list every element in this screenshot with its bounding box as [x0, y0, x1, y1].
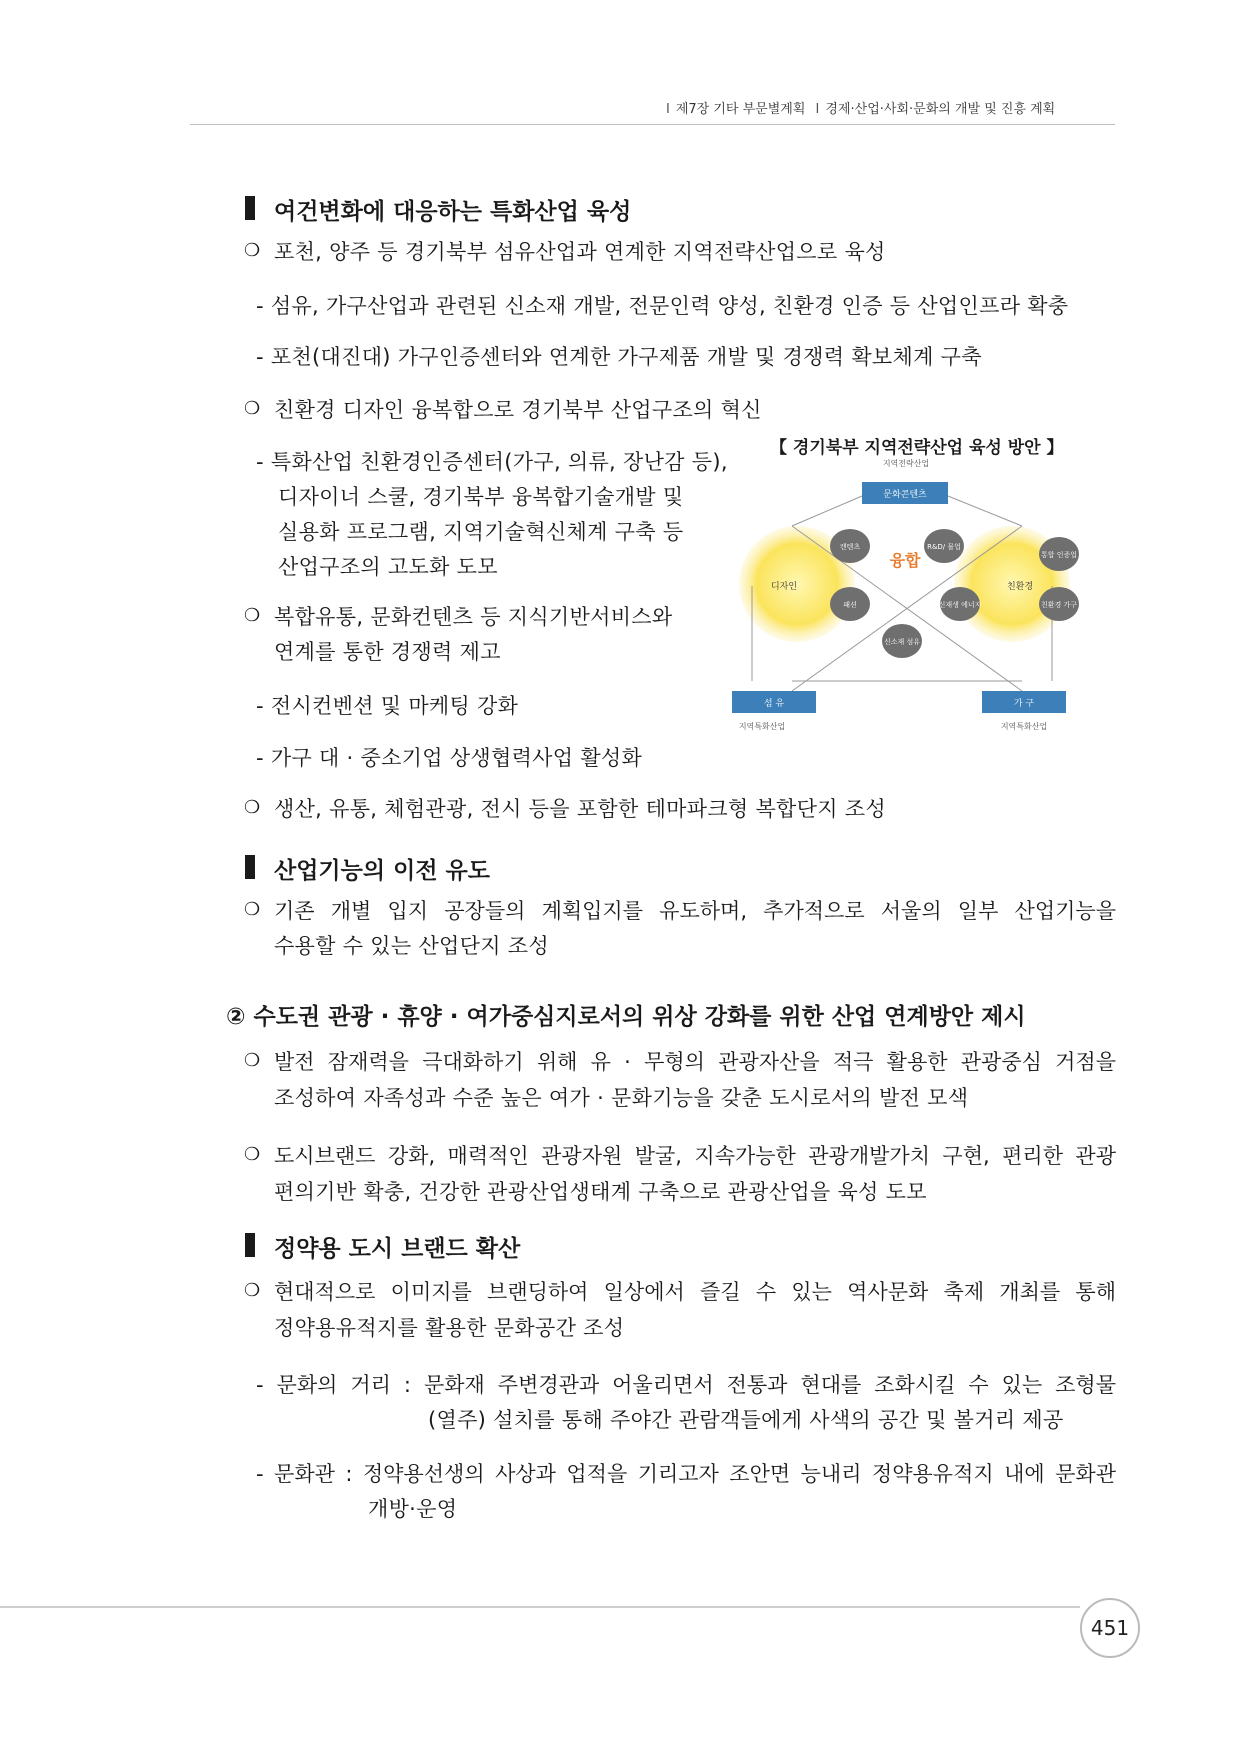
furniture-sub-label: 지역특화산업 — [1000, 722, 1048, 731]
section-marker — [245, 196, 255, 220]
node-label: R&D/ 물업 — [927, 543, 961, 551]
node-label: 패션 — [843, 601, 857, 609]
section-title: 산업기능의 이전 유도 — [274, 858, 490, 884]
diagram-caption: 【 경기북부 지역전략산업 육성 방안 】 — [770, 438, 1064, 458]
furniture-box-label: 가 구 — [1013, 699, 1035, 709]
header-rule — [190, 124, 1115, 125]
bullet-text: 현대적으로 이미지를 브랜딩하여 일상에서 즐길 수 있는 역사문화 축제 개최를 통해 — [274, 1280, 1116, 1304]
header-section: 경제·산업·사회·문화의 개발 및 진흥 계획 — [825, 102, 1056, 117]
bullet-text: 조성하여 자족성과 수준 높은 여가 · 문화기능을 갖춘 도시로서의 발전 모색 — [274, 1086, 969, 1110]
bullet-icon: ❍ — [244, 605, 261, 626]
bullet-icon: ❍ — [244, 1050, 261, 1071]
sub-bullet-text: 디자이너 스쿨, 경기북부 융복합기술개발 및 — [278, 485, 684, 509]
footer-rule — [0, 1606, 1080, 1608]
header-separator: Ⅰ — [815, 102, 820, 117]
bullet-text: 도시브랜드 강화, 매력적인 관광자원 발굴, 지속가능한 관광개발가치 구현, 편리한 관광 — [274, 1144, 1116, 1168]
sub-bullet-text: - 포천(대진대) 가구인증센터와 연계한 가구제품 개발 및 경쟁력 확보체계 구축 — [256, 345, 982, 369]
bullet-icon: ❍ — [244, 797, 261, 818]
design-label: 디자인 — [770, 582, 798, 592]
fiber-box-label: 섬 유 — [763, 699, 785, 709]
section-marker — [245, 1233, 255, 1257]
bullet-icon: ❍ — [244, 240, 261, 261]
bullet-icon: ❍ — [244, 1144, 261, 1165]
diagram-top-label: 지역전략산업 — [882, 459, 930, 468]
bullet-text: 정약용유적지를 활용한 문화공간 조성 — [274, 1316, 625, 1340]
sub-bullet-text: 실용화 프로그램, 지역기술혁신체계 구축 등 — [278, 520, 684, 544]
sub-bullet-text: (열주) 설치를 통해 주야간 관람객들에게 사색의 공간 및 볼거리 제공 — [428, 1408, 1064, 1432]
sub-bullet-text: - 섬유, 가구산업과 관련된 신소재 개발, 전문인력 양성, 친환경 인증 등 산업인프라 확충 — [256, 294, 1069, 318]
industry-strategy-diagram — [732, 456, 1080, 746]
center-label: 융합 — [889, 551, 921, 570]
sub-bullet-text: - 가구 대 · 중소기업 상생협력사업 활성화 — [256, 746, 643, 770]
header-separator: Ⅰ — [666, 102, 670, 117]
bullet-text: 수용할 수 있는 산업단지 조성 — [274, 934, 549, 958]
node-label: 신소재 섬유 — [883, 638, 921, 646]
bullet-text: 포천, 양주 등 경기북부 섬유산업과 연계한 지역전략산업으로 육성 — [274, 240, 886, 264]
top-box-label: 문화콘텐츠 — [883, 490, 927, 500]
sub-bullet-text: - 전시컨벤션 및 마케팅 강화 — [256, 694, 519, 718]
sub-bullet-text: 개방·운영 — [368, 1497, 458, 1521]
bullet-text: 연계를 통한 경쟁력 제고 — [274, 640, 501, 664]
eco-label: 친환경 — [1006, 582, 1034, 592]
node-label: 통합 인증업 — [1040, 551, 1078, 559]
bullet-icon: ❍ — [244, 1280, 261, 1301]
sub-bullet-text: - 문화관 : 정약용선생의 사상과 업적을 기리고자 조안면 능내리 정약용유적지 내에 문화관 — [256, 1462, 1116, 1486]
node-label: 캔텐츠 — [839, 543, 861, 551]
node-label: 신재생 에너지 — [938, 601, 982, 609]
node-label: 친환경 가구 — [1040, 601, 1078, 609]
running-header — [660, 98, 1055, 117]
section-title: 정약용 도시 브랜드 확산 — [274, 1236, 521, 1262]
bullet-text: 기존 개별 입지 공장들의 계획입지를 유도하며, 추가적으로 서울의 일부 산업기능을 — [274, 899, 1116, 923]
section-marker — [245, 855, 255, 879]
diagram-svg — [732, 456, 1080, 746]
section-title: 여건변화에 대응하는 특화산업 육성 — [274, 199, 632, 225]
header-chapter: 제7장 기타 부문별계획 — [675, 102, 806, 117]
bullet-icon: ❍ — [244, 899, 261, 920]
bullet-text: 친환경 디자인 융복합으로 경기북부 산업구조의 혁신 — [274, 398, 762, 422]
bullet-icon: ❍ — [244, 398, 261, 419]
sub-bullet-text: 산업구조의 고도화 도모 — [278, 555, 498, 579]
sub-bullet-text: - 특화산업 친환경인증센터(가구, 의류, 장난감 등), — [256, 450, 728, 474]
fiber-sub-label: 지역특화산업 — [738, 722, 786, 731]
section-heading-numbered: ② 수도권 관광 · 휴양 · 여가중심지로서의 위상 강화를 위한 산업 연계방안 제시 — [226, 1004, 1026, 1030]
bullet-text: 편의기반 확충, 건강한 관광산업생태계 구축으로 관광산업을 육성 도모 — [274, 1180, 927, 1204]
bullet-text: 생산, 유통, 체험관광, 전시 등을 포함한 테마파크형 복합단지 조성 — [274, 797, 886, 821]
bullet-text: 발전 잠재력을 극대화하기 위해 유 · 무형의 관광자산을 적극 활용한 관광중심 거점을 — [274, 1050, 1116, 1074]
bullet-text: 복합유통, 문화컨텐츠 등 지식기반서비스와 — [274, 605, 673, 629]
page-number: 451 — [1080, 1598, 1140, 1658]
sub-bullet-text: - 문화의 거리 : 문화재 주변경관과 어울리면서 전통과 현대를 조화시킬 수 있는 조형물 — [256, 1373, 1116, 1397]
